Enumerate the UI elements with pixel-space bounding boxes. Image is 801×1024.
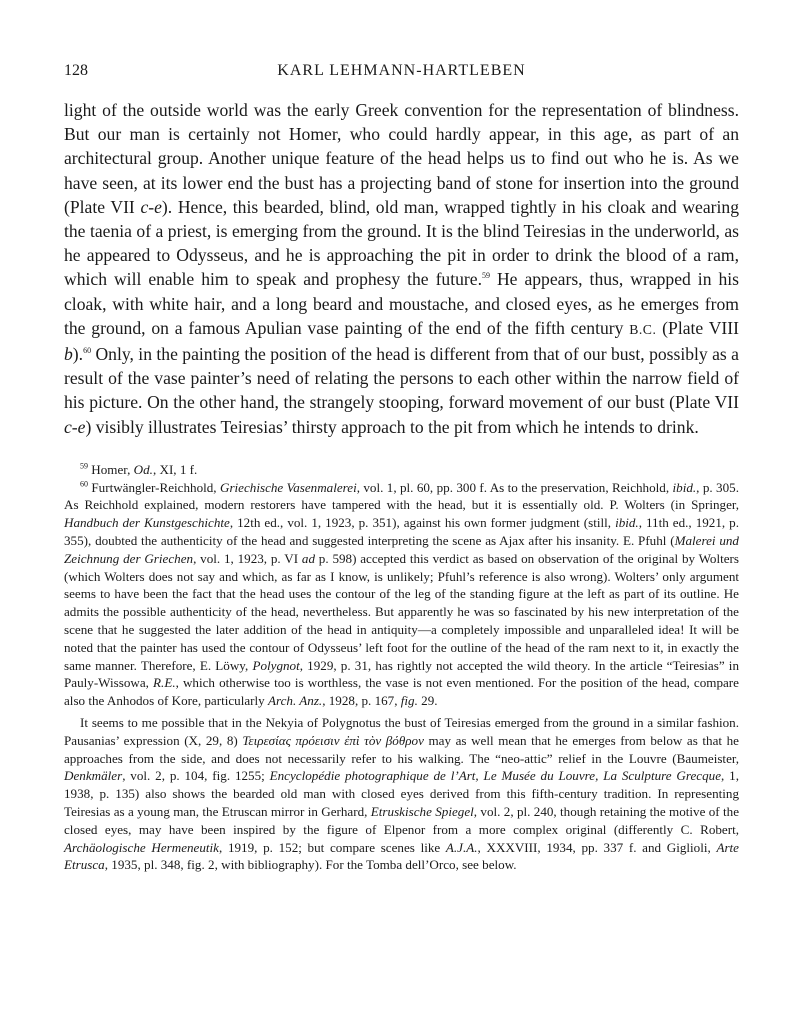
footnote-ref-60[interactable]: 60 [83, 346, 92, 356]
running-head [64, 62, 739, 84]
body-paragraph [64, 98, 739, 439]
footnote-59 [64, 461, 739, 479]
citation-title: R.E. [153, 675, 176, 691]
footnote-text: 29. [417, 693, 438, 709]
citation-title: ibid. [672, 479, 697, 495]
plate-ref: c-e [140, 196, 162, 217]
footnote-text: , 1, 1938, p. 135) also shows the bearded old man with closed eyes derived from this fifth-century tradition. In representing Teiresias as a young man, the Etruscan mirror in Gerhard, [64, 768, 739, 819]
footnote-text: , 1919, p. 152; but compare scenes like [219, 839, 446, 855]
citation-title: Od. [133, 461, 153, 477]
footnotes [64, 461, 739, 874]
citation-title: Archäologische Hermeneutik [64, 839, 219, 855]
body-text: light of the outside world was the early Greek convention for the representation of blindness. But our man is certainly not Homer, who could hardly appear, in this age, as part of an architectural group. Another unique feature of the head helps us to find out who he is. As we have seen, at its lower end the bust has a projecting band of stone for insertion into the ground (Plate VII [64, 100, 739, 217]
citation-title: ad [301, 550, 315, 566]
footnote-text: , 11th ed., 1921, p. 355), doubted the authenticity of the head and suggested interpreting the scene as Ajax after his insanity. E. Pfuhl ( [64, 515, 739, 549]
body-text: Only, in the painting the position of the head is different from that of our bust, possibly as a result of the vase painter’s need of relating the persons to each other within the narrow field of his picture. On the other hand, the strangely stooping, forward movement of our bust (Plate VII [64, 344, 739, 413]
plate-ref: c-e [64, 416, 86, 437]
body-text: ) visibly illustrates Teiresias’ thirsty approach to the pit from which he intends to drink. [85, 416, 699, 437]
body-text: (Plate VIII [656, 317, 739, 338]
running-title: KARL LEHMANN-HARTLEBEN [277, 62, 526, 79]
page-number: 128 [64, 62, 88, 79]
body-text: He appears, thus, wrapped in his cloak, with white hair, and a long beard and moustache, and closed eyes, as he emerges from the ground, on a famous Apulian vase painting of the end of the fifth century [64, 269, 739, 338]
footnote-text: , 1929, p. 31, has rightly not accepted the wild theory. In the article “Teiresias” in Pauly-Wissowa, [64, 657, 739, 691]
footnote-text: p. 598) accepted this verdict as based on observation of the original by Wolters (which Wolters does not say and which, as far as I know, is unlikely; Pfuhl’s reference is also wrong). Wolters’ only argument seems to have been the fact that the head uses the contour of the leg of the standing figure at the left as part of its outline. He admits the possible authenticity of the head, nevertheless. But apparently he was so fascinated by his new interpretation of the scene that he suggested the later addition of the head in antiquity—a completely impossible and unparalleled idea! It will be noted that the painter has used the contour of Odysseus’ left foot for the outline of the head of the ram next to it, in exactly the same manner. Therefore, E. Löwy, [64, 550, 740, 673]
citation-title: fig. [400, 693, 418, 709]
citation-title: Arte Etrusca [64, 839, 739, 873]
footnote-text: , 12th ed., vol. 1, 1923, p. 351), against his own former judgment (still, [229, 515, 616, 531]
footnote-text: Furtwängler-Reichhold, [88, 479, 220, 495]
plate-ref: b [64, 344, 73, 365]
greek-quote: Τειρεσίας πρόεισιν ἐπὶ τὸν βόθρον [242, 732, 424, 748]
citation-title: Encyclopédie photographique de l’Art, Le Musée du Louvre, La Sculpture Grecque [269, 768, 722, 784]
footnote-text: It seems to me possible that in the Nekyia of Polygnotus the bust of Teiresias emerged from the ground in a similar fashion. Pausanias’ expression (X, 29, 8) [64, 715, 739, 748]
page [64, 62, 739, 874]
footnote-ref-59[interactable]: 59 [481, 271, 490, 281]
footnote-text: Homer, [88, 461, 134, 477]
citation-title: Arch. Anz. [268, 693, 323, 709]
footnote-text: , vol. 2, p. 104, fig. 1255; [122, 768, 270, 784]
footnote-text: , 1928, p. 167, [322, 693, 401, 709]
footnote-text: , which otherwise too is worthless, the vase is not even mentioned. For the position of the head, compare also the Anhodos of Kore, particularly [64, 675, 739, 709]
citation-title: Denkmäler [64, 768, 123, 784]
footnote-text: , 1935, pl. 348, fig. 2, with bibliography). For the Tomba dell’Orco, see below. [104, 857, 517, 873]
footnote-60-continuation [64, 714, 739, 874]
era-abbrev: B.C. [629, 321, 657, 337]
body-text: ). [72, 344, 84, 365]
body-text: ). Hence, this bearded, blind, old man, wrapped tightly in his cloak and wearing the taenia of a priest, is emerging from the ground. It is the blind Teiresias in the underworld, as he appeared to Odysseus, and he is approaching the pit in order to drink the blood of a ram, which will enable him to speak and prophesy the future. [64, 196, 739, 290]
citation-title: A.J.A. [445, 839, 478, 855]
citation-title: Handbuch der Kunstgeschichte [64, 515, 230, 531]
citation-title: Etruskische Spiegel [370, 803, 474, 819]
footnote-mark: 60 [80, 479, 88, 489]
footnote-text: , p. 305. As Reichhold explained, modern restorers have tampered with the head, but it is essentially old. P. Wolters (in Springer, [64, 479, 739, 513]
footnote-text: , XXXVIII, 1934, pp. 337 f. and Giglioli, [477, 839, 717, 855]
citation-title: ibid. [615, 515, 639, 531]
footnote-60 [64, 479, 739, 710]
footnote-mark: 59 [80, 461, 88, 471]
citation-title: Griechische Vasenmalerei [219, 479, 357, 495]
footnote-text: , vol. 1, 1923, p. VI [193, 550, 302, 566]
citation-title: Malerei und Zeichnung der Griechen [64, 533, 739, 566]
footnote-text: may as well mean that he emerges from below as that he approaches from the side, and does not necessarily refer to his walking. The “neo-attic” relief in the Louvre (Baumeister, [64, 732, 739, 766]
citation-title: Polygnot [252, 657, 300, 673]
footnote-text: , vol. 1, pl. 60, pp. 300 f. As to the preservation, Reichhold, [356, 479, 673, 495]
footnote-text: , XI, 1 f. [152, 461, 198, 477]
footnote-text: , vol. 2, pl. 240, though retaining the motive of the closed eyes, may have been inspired by the figure of Elpenor from a more complex original (differently C. Robert, [64, 803, 740, 837]
